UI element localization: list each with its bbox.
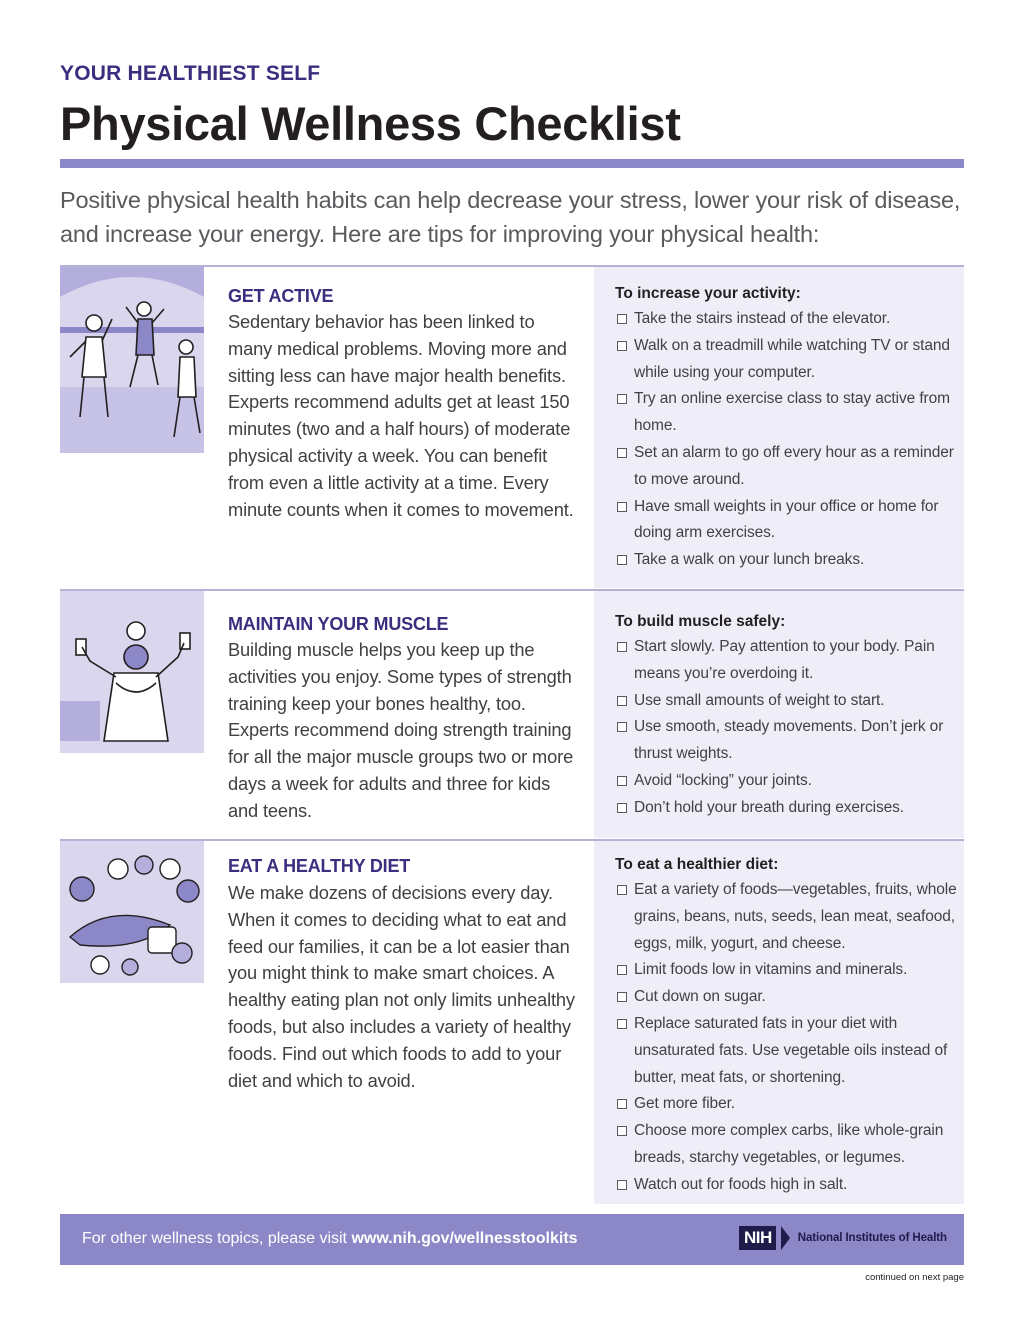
checklist-item: Take a walk on your lunch breaks. — [617, 547, 967, 574]
footer-bar — [60, 1214, 964, 1265]
intro-paragraph: Positive physical health habits can help decrease your stress, lower your risk of disease, and increase your energy. Here are tips for improving your physical health: — [60, 187, 961, 247]
continued-note: continued on next page — [865, 1272, 964, 1283]
healthy-food-illustration — [60, 841, 204, 983]
checklist-item: Choose more complex carbs, like whole-grain breads, starchy vegetables, or legumes. — [617, 1118, 967, 1172]
group-exercise-illustration — [60, 267, 204, 453]
checkbox-icon — [617, 555, 627, 565]
checkbox-icon — [617, 502, 627, 512]
checkbox-icon — [617, 1180, 627, 1190]
checkbox-icon — [617, 1126, 627, 1136]
tips-heading-muscle: To build muscle safely: — [615, 613, 786, 630]
checklist-item: Watch out for foods high in salt. — [617, 1172, 967, 1199]
nih-logo — [739, 1226, 947, 1250]
section-body-healthy-diet: We make dozens of decisions every day. When it comes to deciding what to eat and feed our families, it can be a lot easier than you might think to make smart choices. A healthy eating plan not only limits unhealthy foods, but also includes a variety of healthy foods. Find out which foods to add to your diet and which to avoid. — [228, 882, 575, 1091]
checkbox-icon — [617, 803, 627, 813]
checklist-item: Start slowly. Pay attention to your body. Pain means you’re overdoing it. — [617, 634, 967, 688]
nih-badge-icon: NIH — [739, 1226, 776, 1250]
checklist-item: Don’t hold your breath during exercises. — [617, 795, 967, 822]
checklist-item: Cut down on sugar. — [617, 984, 967, 1011]
checklist-item: Try an online exercise class to stay active from home. — [617, 386, 967, 440]
nih-org-name: National Institutes of Health — [797, 1232, 947, 1244]
nih-arrow-icon — [781, 1226, 790, 1250]
checkbox-icon — [617, 722, 627, 732]
tips-heading-diet: To eat a healthier diet: — [615, 856, 779, 873]
section-heading-maintain-muscle: MAINTAIN YOUR MUSCLE — [228, 614, 449, 634]
checkbox-icon — [617, 696, 627, 706]
checkbox-icon — [617, 1099, 627, 1109]
checkbox-icon — [617, 642, 627, 652]
section-body-get-active: Sedentary behavior has been linked to many medical problems. Moving more and sitting less can have major health benefits. Experts recommend adults get at least 150 minutes (two and a half hours) of moderate physical activity a week. You can benefit from even a little activity at a time. Every minute counts when it comes to movement. — [228, 311, 574, 520]
page-title: Physical Wellness Checklist — [60, 97, 681, 150]
checklist-item: Eat a variety of foods—vegetables, fruits, whole grains, beans, nuts, seeds, lean meat, seafood, eggs, milk, yogurt, and cheese. — [617, 877, 967, 957]
footer-text — [82, 1230, 578, 1248]
checkbox-icon — [617, 314, 627, 324]
section-body-maintain-muscle: Building muscle helps you keep up the activities you enjoy. Some types of strength training keep your bones healthy, too. Experts recommend doing strength training for all the major muscle groups two or more days a week for adults and three for kids and teens. — [228, 639, 574, 821]
checkbox-icon — [617, 448, 627, 458]
eyebrow-label: YOUR HEALTHIEST SELF — [60, 62, 321, 85]
checklist-item: Walk on a treadmill while watching TV or stand while using your computer. — [617, 333, 967, 387]
checklist-activity — [617, 306, 967, 574]
checklist-item: Replace saturated fats in your diet with unsaturated fats. Use vegetable oils instead of butter, meat fats, or shortening. — [617, 1011, 967, 1091]
section-heading-get-active: GET ACTIVE — [228, 286, 334, 306]
checklist-diet — [617, 877, 967, 1199]
tips-heading-activity: To increase your activity: — [615, 285, 801, 302]
checkbox-icon — [617, 341, 627, 351]
checklist-item: Have small weights in your office or home for doing arm exercises. — [617, 494, 967, 548]
checkbox-icon — [617, 776, 627, 786]
title-divider — [60, 159, 964, 168]
footer-prefix: For other wellness topics, please visit — [82, 1230, 352, 1247]
checklist-item: Use small amounts of weight to start. — [617, 688, 967, 715]
checkbox-icon — [617, 1019, 627, 1029]
checklist-item: Use smooth, steady movements. Don’t jerk or thrust weights. — [617, 714, 967, 768]
checkbox-icon — [617, 394, 627, 404]
checklist-item: Limit foods low in vitamins and minerals. — [617, 957, 967, 984]
checkbox-icon — [617, 965, 627, 975]
checkbox-icon — [617, 885, 627, 895]
checkbox-icon — [617, 992, 627, 1002]
checklist-item: Get more fiber. — [617, 1091, 967, 1118]
checklist-item: Take the stairs instead of the elevator. — [617, 306, 967, 333]
checklist-item: Set an alarm to go off every hour as a reminder to move around. — [617, 440, 967, 494]
checklist-muscle — [617, 634, 967, 822]
checklist-item: Avoid “locking” your joints. — [617, 768, 967, 795]
wellness-toolkits-link[interactable]: www.nih.gov/wellnesstoolkits — [351, 1230, 578, 1247]
weightlifting-illustration — [60, 591, 204, 753]
section-heading-healthy-diet: EAT A HEALTHY DIET — [228, 856, 411, 876]
